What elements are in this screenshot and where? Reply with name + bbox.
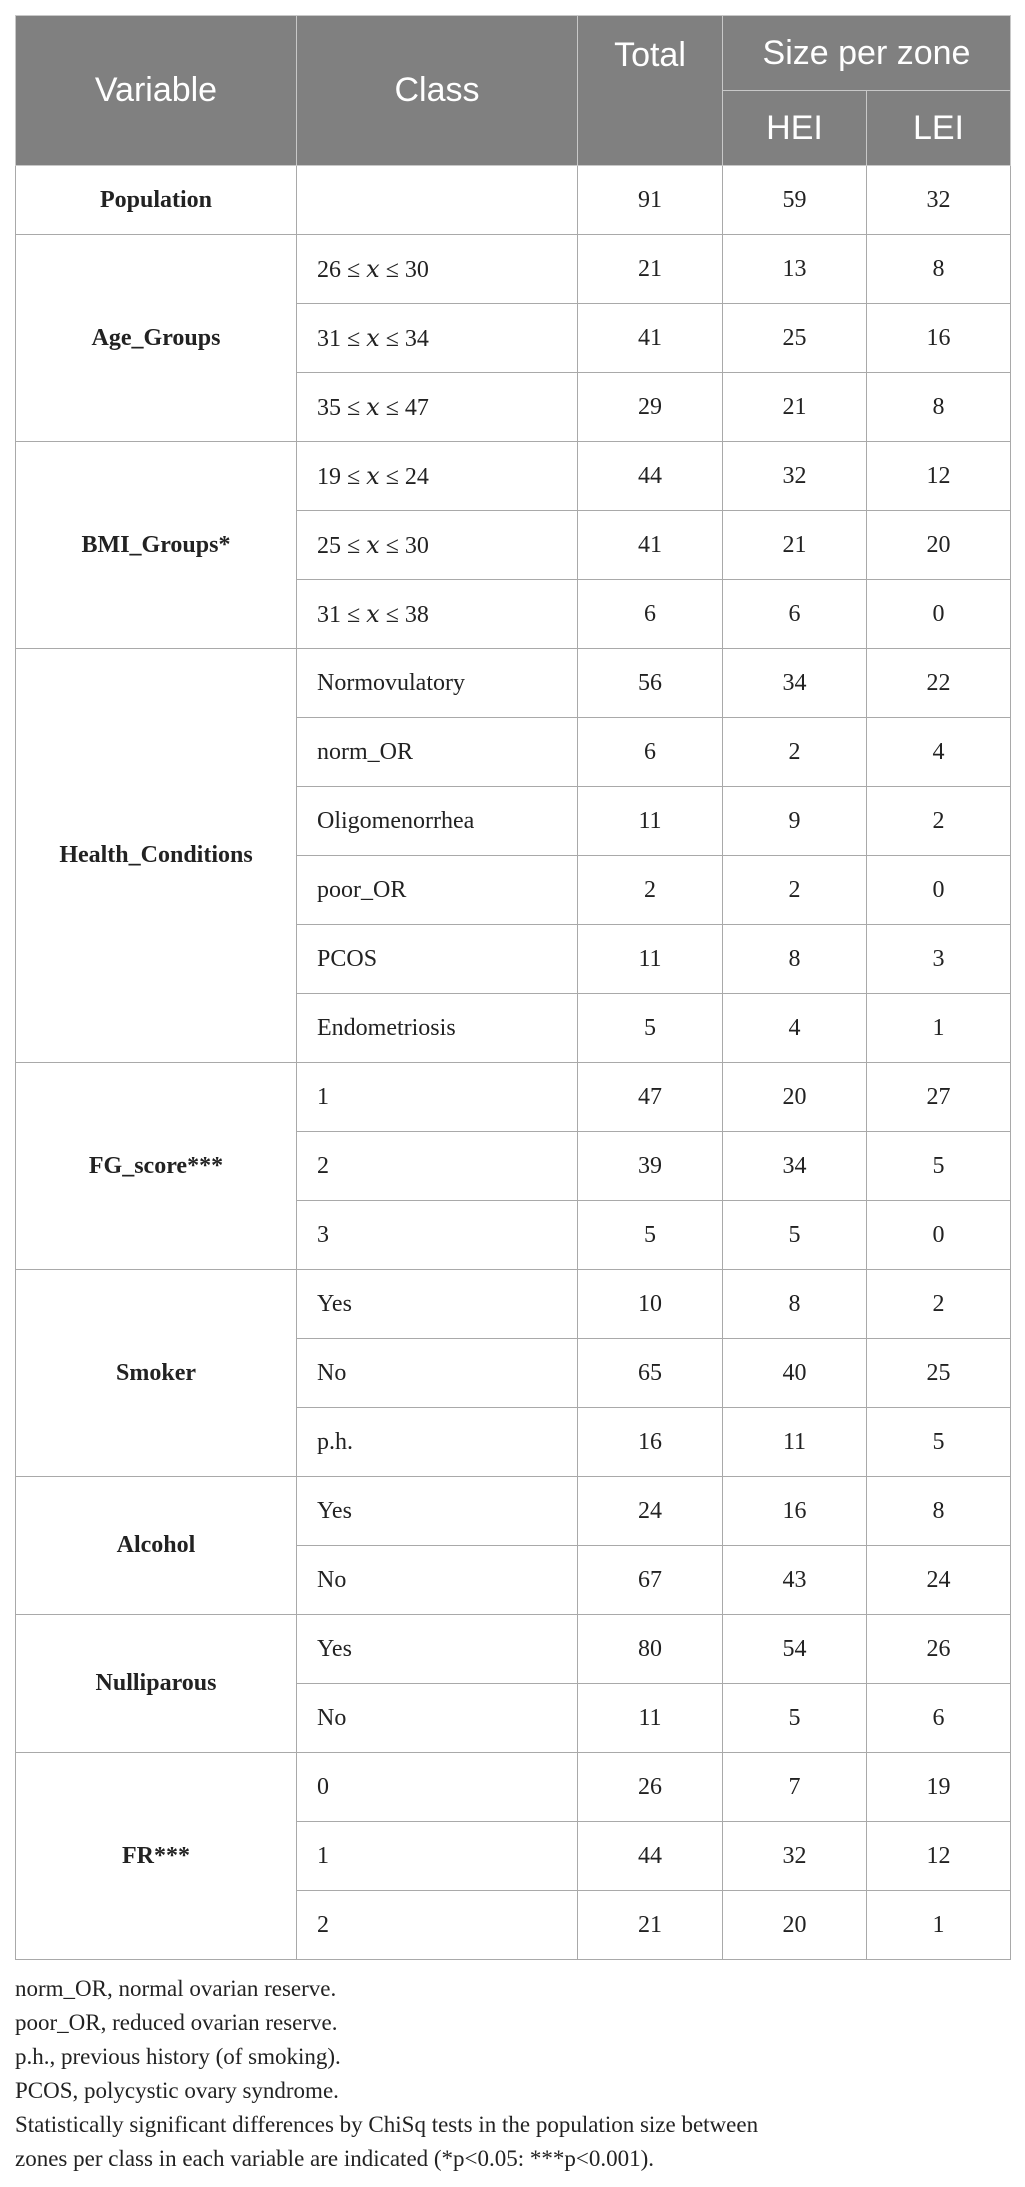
lei-cell: 1 — [867, 994, 1011, 1063]
class-cell: 2 — [297, 1891, 578, 1960]
total-cell: 10 — [578, 1270, 723, 1339]
class-cell: Yes — [297, 1270, 578, 1339]
hei-cell: 25 — [723, 304, 867, 373]
hei-cell: 20 — [723, 1063, 867, 1132]
hei-cell: 34 — [723, 649, 867, 718]
class-cell: 0 — [297, 1753, 578, 1822]
footnote-line: norm_OR, normal ovarian reserve. — [15, 1976, 337, 2001]
lei-cell: 0 — [867, 580, 1011, 649]
hei-cell: 5 — [723, 1201, 867, 1270]
header-variable: Variable — [16, 16, 297, 166]
header-lei: LEI — [867, 91, 1011, 166]
table-row — [16, 1477, 1011, 1546]
table-body — [16, 166, 1011, 1960]
table-row — [16, 1063, 1011, 1132]
table-row — [16, 1270, 1011, 1339]
variable-cell: Smoker — [16, 1270, 297, 1477]
hei-cell: 5 — [723, 1684, 867, 1753]
hei-cell: 9 — [723, 787, 867, 856]
total-cell: 21 — [578, 1891, 723, 1960]
hei-cell: 21 — [723, 373, 867, 442]
header-hei: HEI — [723, 91, 867, 166]
hei-cell: 8 — [723, 925, 867, 994]
lei-cell: 4 — [867, 718, 1011, 787]
table-footnotes — [15, 1972, 1010, 2176]
header-size-per-zone: Size per zone — [723, 16, 1011, 91]
lei-cell: 22 — [867, 649, 1011, 718]
total-cell: 44 — [578, 442, 723, 511]
variable-cell: Health_Conditions — [16, 649, 297, 1063]
lei-cell: 19 — [867, 1753, 1011, 1822]
class-cell: 19 ≤ 𝑥 ≤ 24 — [297, 442, 578, 511]
variable-cell: Nulliparous — [16, 1615, 297, 1753]
total-cell: 16 — [578, 1408, 723, 1477]
hei-cell: 20 — [723, 1891, 867, 1960]
lei-cell: 12 — [867, 442, 1011, 511]
lei-cell: 2 — [867, 1270, 1011, 1339]
total-cell: 6 — [578, 718, 723, 787]
table-header — [16, 16, 1011, 166]
class-cell: Yes — [297, 1615, 578, 1684]
hei-cell: 32 — [723, 442, 867, 511]
table-container — [15, 15, 1010, 2176]
footnote-line: zones per class in each variable are indicated (*p<0.05: ***p<0.001). — [15, 2146, 655, 2171]
lei-cell: 26 — [867, 1615, 1011, 1684]
hei-cell: 8 — [723, 1270, 867, 1339]
total-cell: 11 — [578, 925, 723, 994]
class-cell: 1 — [297, 1063, 578, 1132]
lei-cell: 27 — [867, 1063, 1011, 1132]
hei-cell: 40 — [723, 1339, 867, 1408]
class-cell: PCOS — [297, 925, 578, 994]
class-cell: Oligomenorrhea — [297, 787, 578, 856]
lei-cell: 24 — [867, 1546, 1011, 1615]
class-cell: 3 — [297, 1201, 578, 1270]
header-total: Total — [578, 16, 723, 166]
variable-cell: Population — [16, 166, 297, 235]
footnote-line: Statistically significant differences by ChiSq tests in the population size between — [15, 2112, 759, 2137]
class-cell: 26 ≤ 𝑥 ≤ 30 — [297, 235, 578, 304]
hei-cell: 54 — [723, 1615, 867, 1684]
footnote-line: PCOS, polycystic ovary syndrome. — [15, 2078, 339, 2103]
table-row — [16, 166, 1011, 235]
header-class: Class — [297, 16, 578, 166]
lei-cell: 12 — [867, 1822, 1011, 1891]
hei-cell: 4 — [723, 994, 867, 1063]
class-cell: Endometriosis — [297, 994, 578, 1063]
hei-cell: 59 — [723, 166, 867, 235]
hei-cell: 34 — [723, 1132, 867, 1201]
total-cell: 41 — [578, 304, 723, 373]
total-cell: 5 — [578, 994, 723, 1063]
lei-cell: 32 — [867, 166, 1011, 235]
total-cell: 6 — [578, 580, 723, 649]
hei-cell: 2 — [723, 856, 867, 925]
variable-cell: Alcohol — [16, 1477, 297, 1615]
total-cell: 41 — [578, 511, 723, 580]
lei-cell: 25 — [867, 1339, 1011, 1408]
class-cell: 31 ≤ 𝑥 ≤ 38 — [297, 580, 578, 649]
class-cell: 35 ≤ 𝑥 ≤ 47 — [297, 373, 578, 442]
hei-cell: 16 — [723, 1477, 867, 1546]
lei-cell: 0 — [867, 856, 1011, 925]
lei-cell: 5 — [867, 1408, 1011, 1477]
variable-cell: Age_Groups — [16, 235, 297, 442]
class-cell: poor_OR — [297, 856, 578, 925]
table-row — [16, 1615, 1011, 1684]
hei-cell: 13 — [723, 235, 867, 304]
class-cell: Yes — [297, 1477, 578, 1546]
lei-cell: 5 — [867, 1132, 1011, 1201]
data-table — [15, 15, 1011, 1960]
footnote-line: poor_OR, reduced ovarian reserve. — [15, 2010, 338, 2035]
class-cell: p.h. — [297, 1408, 578, 1477]
lei-cell: 2 — [867, 787, 1011, 856]
total-cell: 39 — [578, 1132, 723, 1201]
total-cell: 67 — [578, 1546, 723, 1615]
lei-cell: 8 — [867, 373, 1011, 442]
total-cell: 5 — [578, 1201, 723, 1270]
class-cell: norm_OR — [297, 718, 578, 787]
class-cell: Normovulatory — [297, 649, 578, 718]
lei-cell: 16 — [867, 304, 1011, 373]
total-cell: 29 — [578, 373, 723, 442]
hei-cell: 7 — [723, 1753, 867, 1822]
total-cell: 11 — [578, 787, 723, 856]
table-row — [16, 442, 1011, 511]
class-cell: 1 — [297, 1822, 578, 1891]
hei-cell: 6 — [723, 580, 867, 649]
table-row — [16, 1753, 1011, 1822]
class-cell — [297, 166, 578, 235]
lei-cell: 20 — [867, 511, 1011, 580]
class-cell: No — [297, 1339, 578, 1408]
lei-cell: 3 — [867, 925, 1011, 994]
footnote-line: p.h., previous history (of smoking). — [15, 2044, 341, 2069]
lei-cell: 8 — [867, 1477, 1011, 1546]
variable-cell: FG_score*** — [16, 1063, 297, 1270]
total-cell: 44 — [578, 1822, 723, 1891]
hei-cell: 2 — [723, 718, 867, 787]
hei-cell: 21 — [723, 511, 867, 580]
total-cell: 80 — [578, 1615, 723, 1684]
variable-cell: BMI_Groups* — [16, 442, 297, 649]
total-cell: 91 — [578, 166, 723, 235]
class-cell: No — [297, 1546, 578, 1615]
lei-cell: 1 — [867, 1891, 1011, 1960]
variable-cell: FR*** — [16, 1753, 297, 1960]
class-cell: No — [297, 1684, 578, 1753]
hei-cell: 32 — [723, 1822, 867, 1891]
table-row — [16, 649, 1011, 718]
lei-cell: 6 — [867, 1684, 1011, 1753]
table-row — [16, 235, 1011, 304]
class-cell: 2 — [297, 1132, 578, 1201]
total-cell: 11 — [578, 1684, 723, 1753]
hei-cell: 43 — [723, 1546, 867, 1615]
class-cell: 31 ≤ 𝑥 ≤ 34 — [297, 304, 578, 373]
total-cell: 2 — [578, 856, 723, 925]
total-cell: 65 — [578, 1339, 723, 1408]
total-cell: 47 — [578, 1063, 723, 1132]
total-cell: 24 — [578, 1477, 723, 1546]
class-cell: 25 ≤ 𝑥 ≤ 30 — [297, 511, 578, 580]
total-cell: 56 — [578, 649, 723, 718]
total-cell: 21 — [578, 235, 723, 304]
lei-cell: 0 — [867, 1201, 1011, 1270]
hei-cell: 11 — [723, 1408, 867, 1477]
total-cell: 26 — [578, 1753, 723, 1822]
lei-cell: 8 — [867, 235, 1011, 304]
